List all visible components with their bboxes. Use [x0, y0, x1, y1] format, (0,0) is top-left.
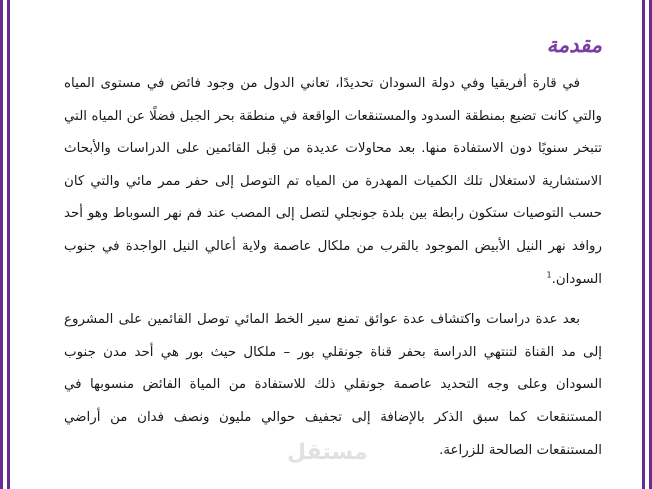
page-border-left-outer	[0, 0, 3, 489]
watermark-logo: مستقل	[287, 440, 368, 465]
paragraph-intro	[64, 68, 602, 296]
paragraph-second-text: بعد عدة دراسات واكتشاف عدة عوائق تمنع سير الخط المائي توصل القائمين على المشروع إلى مد القناة لتنتهي الدراسة بحفر قناة جونقلي بور – ملكال حيث بور هي أحد مدن جنوب السودان وعلى وجه التحديد عاصمة جونقلي ذلك للاستفادة من المياة الفائض منسوبها في المستنقعات كما سبق الذكر بالإضافة إلى تجفيف حوالي مليون ونصف فدان من أراضي المستنقعات الصالحة للزراعة.	[64, 312, 602, 458]
page-border-right-inner	[642, 0, 645, 489]
paragraph-second	[64, 304, 602, 467]
document-body	[64, 30, 602, 467]
footnote-marker[interactable]: 1	[546, 270, 552, 280]
paragraph-intro-text: في قارة أفريقيا وفي دولة السودان تحديدًا، تعاني الدول من وجود فائض في مستوى المياه والتي كانت تضيع بمنطقة السدود والمستنقعات الواقعة في منطقة بحر الجبل فضلًا عن المياه التي تتبخر سنويًا دون الاستفادة منها. بعد محاولات عديدة من قِبل القائمين على الدراسات والأبحاث الاستشارية لاستغلال تلك الكميات المهدرة من المياه تم التوصل إلى حفر ممر مائي والتي كان حسب التوصيات ستكون رابطة بين بلدة جونجلي لتصل إلى المصب عند فم نهر السوباط وهو أحد روافد نهر النيل الأبيض الموجود بالقرب من ملكال عاصمة ولاية أعالي النيل الواجدة في جنوب السودان.	[64, 76, 602, 287]
section-heading: مقدمة	[546, 32, 602, 57]
page-border-left-inner	[7, 0, 10, 489]
